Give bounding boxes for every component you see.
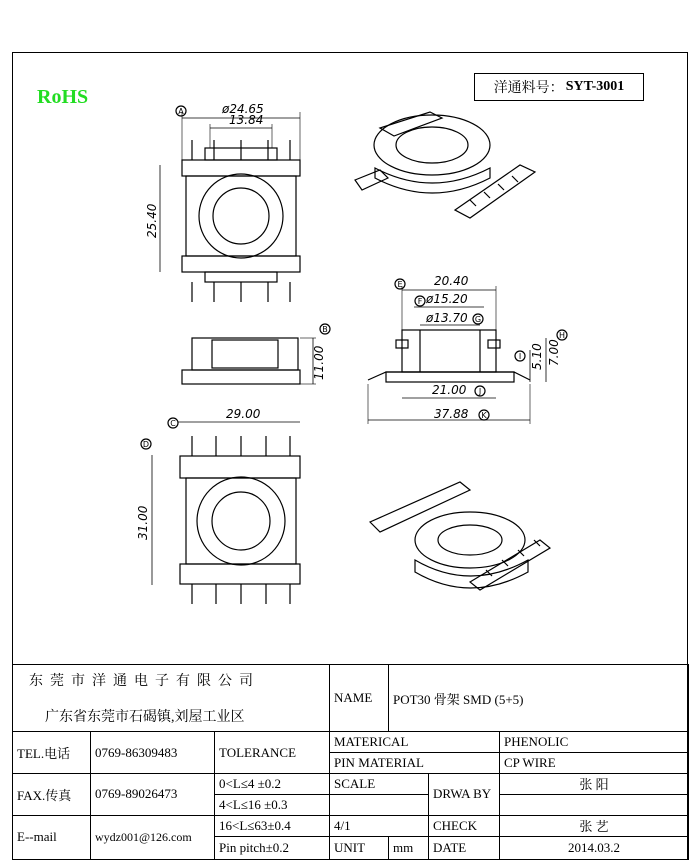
drawn-value: 张 阳 — [500, 774, 689, 795]
iso-view-bottom — [370, 482, 550, 590]
dim-d2: 13.84 — [229, 113, 264, 127]
marker-f: F — [417, 297, 423, 306]
side-view — [182, 324, 330, 384]
dim-d5: 29.00 — [226, 407, 261, 421]
name-value: POT30 骨架 SMD (5+5) — [389, 665, 689, 732]
unit-label: UNIT — [330, 836, 389, 859]
dim-d4: 11.00 — [312, 345, 326, 380]
dim-d13: 37.88 — [434, 407, 469, 421]
top-view — [145, 102, 300, 302]
marker-e: E — [397, 280, 403, 289]
tolerance-row-1: 0<L≤4 ±0.2 — [215, 774, 330, 795]
check-value: 张 艺 — [500, 815, 689, 836]
marker-i: I — [518, 352, 522, 361]
dim-d8: ø15.20 — [426, 292, 468, 306]
date-label: DATE — [429, 836, 500, 859]
check-label: CHECK — [429, 815, 500, 836]
part-number-value: SYT-3001 — [565, 79, 625, 94]
dim-d3: 25.40 — [145, 203, 159, 238]
scale-label: SCALE — [330, 774, 429, 795]
unit-value: mm — [389, 836, 429, 859]
dim-d7: 20.40 — [434, 274, 469, 288]
marker-j: J — [478, 387, 482, 396]
marker-b: B — [322, 325, 328, 334]
fax-label: FAX.传真 — [13, 774, 91, 816]
marker-k: K — [481, 411, 487, 420]
marker-h: H — [558, 331, 566, 340]
tolerance-label: TOLERANCE — [215, 732, 330, 774]
tolerance-row-2: 4<L≤16 ±0.3 — [215, 794, 330, 815]
dim-d10: 7.00 — [547, 339, 561, 366]
name-label: NAME — [330, 665, 389, 732]
marker-d: D — [142, 440, 150, 449]
email-label: E--mail — [13, 815, 91, 859]
iso-view-top — [355, 112, 535, 218]
dim-d6: 31.00 — [136, 505, 150, 540]
scale-value: 4/1 — [330, 815, 429, 836]
marker-g: G — [474, 315, 482, 324]
rohs-label: RoHS — [37, 86, 89, 108]
tolerance-row-3: 16<L≤63±0.4 — [215, 815, 330, 836]
dim-d12: 21.00 — [432, 383, 467, 397]
drawn-label: DRWA BY — [429, 774, 500, 816]
pin-material-value: CP WIRE — [500, 753, 689, 774]
material-value: PHENOLIC — [500, 732, 689, 753]
section-view — [368, 274, 567, 424]
tel-label: TEL.电话 — [13, 732, 91, 774]
tolerance-row-4: Pin pitch±0.2 — [215, 836, 330, 859]
dim-d1: ø24.65 — [222, 102, 264, 116]
dim-d11: 5.10 — [530, 343, 544, 370]
marker-a: A — [178, 107, 184, 116]
tel-value: 0769-86309483 — [91, 732, 215, 774]
company-name: 东莞市洋通电子有限公司 — [29, 674, 260, 690]
pin-material-label: PIN MATERIAL — [330, 753, 500, 774]
email-value: wydz001@126.com — [91, 815, 215, 859]
marker-c: C — [170, 419, 176, 428]
material-label: MATERICAL — [330, 732, 500, 753]
title-block — [12, 664, 689, 860]
company-address: 广东省东莞市石碣镇,刘屋工业区 — [45, 710, 245, 726]
part-number-label: 洋通料号： — [493, 80, 564, 96]
date-value: 2014.03.2 — [500, 836, 689, 859]
fax-value: 0769-89026473 — [91, 774, 215, 816]
dim-d9: ø13.70 — [426, 311, 468, 325]
front-view — [136, 407, 300, 604]
